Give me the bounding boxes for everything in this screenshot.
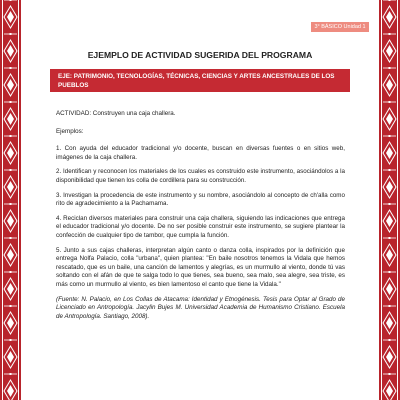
right-decorative-border (379, 0, 400, 400)
examples-label: Ejemplos: (56, 127, 84, 135)
step-2: 2. Identifican y reconocen los materiales de los cuales es construido este instrumento, asociándolos a la disponibilidad que tienen los colla de cordillera para su construcción. (56, 168, 345, 184)
source-citation: (Fuente: N. Palacio, en Los Collas de Atacama: Identidad y Etnogénesis. Tesis para Optar al Grado de Licenciado en Antropología. Jacylin Bujes M. Universidad Academia de Humanismo Cristiano. Escuela de Antropología. Santiago, 2008). (56, 295, 345, 320)
step-3: 3. Investigan la procedencia de este instrumento y su nombre, asociándolo al concepto de ch'alla como rito de agradecimiento a la Pachamama. (56, 191, 345, 208)
border-pattern-left (0, 0, 21, 400)
page-title: EJEMPLO DE ACTIVIDAD SUGERIDA DEL PROGRAMA (87, 50, 313, 60)
activity-content (56, 110, 345, 327)
step-5: 5. Junto a sus cajas challeras, interpretan algún canto o danza colla, inspirados por la definición que entrega Nolfa Palacio, colla "urbana", quien plantea: "En baile nosotros tenemos la Vidala que hemos rescatado, que es un baile, una canción de lamentos y alegrías, es un murmullo al viento, donde tú vas soltando con el afán de que te salga todo lo que tienes, sea bueno, sea malo, sea alegre, sea triste, es más como un murmullo al viento, es bien lamentoso el canto que tiene la Vidala." (56, 246, 345, 288)
activity-line: ACTIVIDAD: Construyen una caja challera. (56, 110, 176, 117)
step-4: 4. Reciclan diversos materiales para construir una caja challera, siguiendo las indicaciones que entrega el educador tradicional y/o docente. De no ser posible construir este instrumento, se sugiere plantear la confección de cualquier tipo de tambor, que cumpla la función. (56, 214, 345, 239)
left-decorative-border (0, 0, 21, 400)
grade-badge: 3° BÁSICO Unidad 1 (311, 22, 369, 32)
eje-banner: EJE: PATRIMONIO, TECNOLOGÍAS, TÉCNICAS, CIENCIAS Y ARTES ANCESTRALES DE LOS PUEBLOS (50, 69, 350, 92)
step-1: 1. Con ayuda del educador tradicional y/o docente, buscan en diversas fuentes o en sitios web, imágenes de la caja challera. (56, 145, 345, 161)
border-pattern-right (379, 0, 400, 400)
